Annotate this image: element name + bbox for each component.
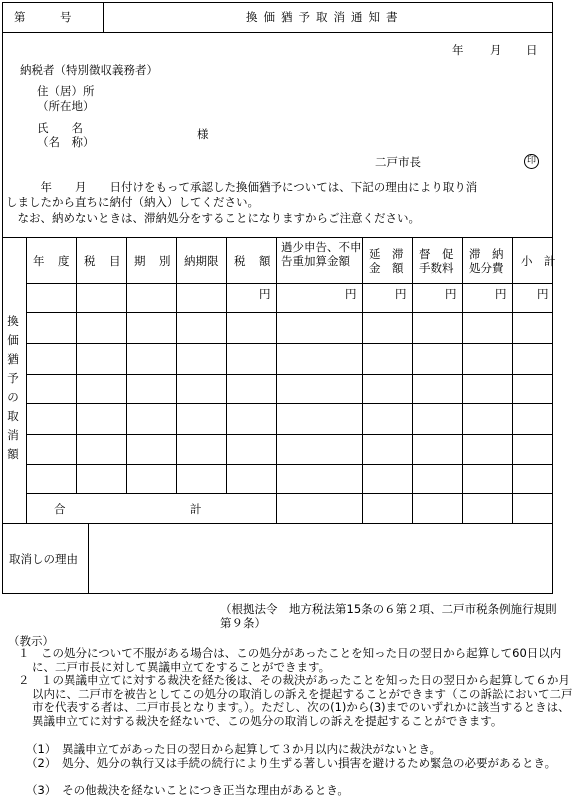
column-line — [126, 237, 127, 493]
table-row-line — [26, 374, 553, 375]
legal-basis: （根拠法令 地方税法第15条の６第２項、二戸市税条例施行規則第９条） — [220, 602, 557, 630]
table-top-border — [2, 237, 553, 238]
seal-mark: 印 — [524, 154, 539, 169]
cancelled-amount-side-label: 換価猶予の取消額 — [7, 314, 19, 461]
side-label-column-line — [26, 237, 27, 523]
column-header-tax-item: 税 目 — [84, 254, 122, 268]
body-line-3: なお、納めないときは、滞納処分をすることになりますからご注意ください。 — [6, 211, 420, 225]
instructions-heading: （教示） — [8, 634, 54, 648]
column-header-due-date: 納期限 — [184, 254, 219, 268]
unit-yen-demand-fee: 円 — [445, 287, 457, 301]
unit-yen-delinquency: 円 — [395, 287, 407, 301]
column-line — [412, 237, 413, 523]
reason-separator — [88, 523, 89, 594]
document-number-label: 第 号 — [14, 10, 72, 24]
column-line — [512, 237, 513, 523]
column-header-demand-fee: 督 促手数料 — [419, 247, 454, 275]
column-header-penalty-amount: 過少申告、不申告重加算金額 — [281, 240, 362, 268]
unit-yen-tax-amount: 円 — [259, 287, 271, 301]
column-line — [76, 237, 77, 493]
total-label-right: 計 — [190, 502, 202, 516]
table-row-line — [26, 403, 553, 404]
name-label: 氏 名 — [37, 121, 83, 135]
unit-yen-disposition: 円 — [495, 287, 507, 301]
column-line — [276, 237, 277, 523]
instruction-item-1: １ この処分について不服がある場合は、この処分があったことを知った日の翌日から起算して60日以内に、二戸市長に対して異議申立てをすることができます。 — [18, 646, 562, 674]
column-line — [462, 237, 463, 523]
location-label: （所在地） — [37, 99, 95, 113]
column-line — [176, 237, 177, 493]
table-row-line — [26, 312, 553, 313]
table-row-line — [26, 493, 553, 494]
table-row-line — [26, 464, 553, 465]
date-day: 日 — [526, 43, 538, 57]
issuer-name: 二戸市長 — [375, 155, 421, 169]
column-header-tax-amount: 税 額 — [234, 254, 272, 268]
body-line-1: 年 月 日付けをもって承認した換価猶予については、下記の理由により取り消 — [6, 180, 478, 194]
header-divider — [2, 32, 553, 33]
unit-yen-subtotal: 円 — [537, 287, 549, 301]
address-label: 住（居）所 — [37, 84, 95, 98]
instruction-sub-1: （1） 異議申立てがあった日の翌日から起算して３か月以内に裁決がないとき。 — [26, 742, 441, 756]
column-line — [362, 237, 363, 523]
taxpayer-label: 納税者（特別徴収義務者） — [20, 63, 158, 77]
instruction-sub-2: （2） 処分、処分の執行又は手続の続行により生ずる著しい損害を避けるため緊急の必要があるとき。 — [26, 756, 557, 770]
column-header-delinquency-charge: 延 滞金 額 — [369, 247, 404, 275]
header-separator — [103, 2, 104, 33]
body-line-2: しましたから直ちに納付（納入）してください。 — [6, 195, 259, 209]
instruction-sub-3: （3） その他裁決を経ないことにつき正当な理由があるとき。 — [26, 783, 349, 797]
column-line — [226, 237, 227, 493]
document-title: 換価猶予取消通知書 — [246, 10, 404, 24]
column-header-fiscal-year: 年 度 — [33, 254, 71, 268]
reason-label: 取消しの理由 — [9, 552, 78, 566]
table-row-line — [26, 434, 553, 435]
table-row-line — [26, 343, 553, 344]
instruction-item-2: ２ １の異議申立てに対する裁決を経た後は、その裁決があったことを知った日の翌日から起算して６か月以内に、二戸市を被告としてこの処分の取消しの訴えを提起することができます（この訴訟において二戸市を代表する者は、二戸市長となります。）。ただし、次の(1)から(3)までのいずれかに該当するときは、異議申立てに対する裁決を経ないで、この処分の取消しの訴えを提起することができます。 — [18, 673, 573, 728]
column-header-subtotal: 小 計 — [521, 254, 556, 268]
column-header-disposition-cost: 滞 納処分費 — [469, 247, 504, 275]
table-header-bottom — [26, 283, 553, 284]
honorific: 様 — [197, 127, 209, 141]
column-header-period: 期 別 — [134, 254, 172, 268]
unit-yen-penalty: 円 — [345, 287, 357, 301]
date-year: 年 — [452, 43, 464, 57]
table-bottom-border — [2, 523, 553, 524]
total-label-left: 合 — [54, 502, 66, 516]
name-alt-label: （名 称） — [37, 135, 95, 149]
date-month: 月 — [490, 43, 502, 57]
